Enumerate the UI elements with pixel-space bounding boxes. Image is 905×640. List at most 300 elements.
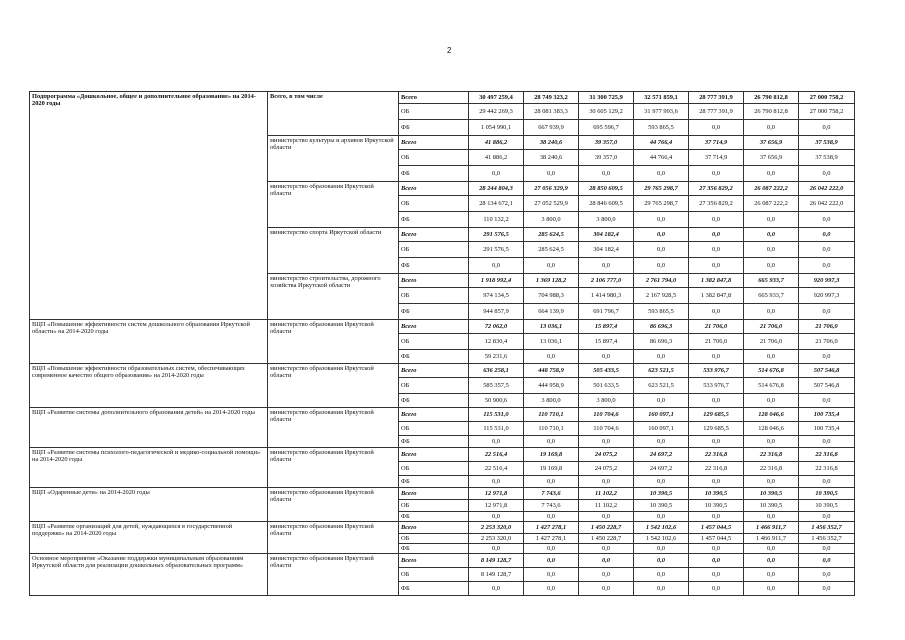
- table-row: [30, 488, 855, 500]
- amount-cell: 665 933,7: [744, 274, 799, 288]
- amount-cell: 0,0: [579, 554, 634, 568]
- amount-cell: 501 633,5: [579, 378, 634, 394]
- amount-cell: 0,0: [634, 476, 689, 488]
- amount-cell: 0,0: [799, 544, 855, 554]
- amount-cell: 1 382 847,8: [689, 288, 744, 304]
- amount-cell: 115 531,0: [469, 422, 524, 436]
- amount-cell: 3 800,0: [579, 212, 634, 228]
- amount-cell: 10 390,5: [799, 500, 855, 512]
- amount-cell: 304 182,4: [579, 228, 634, 242]
- amount-cell: 29 442 269,3: [469, 104, 524, 120]
- amount-cell: 21 706,0: [799, 320, 855, 334]
- amount-cell: 110 710,1: [524, 422, 579, 436]
- amount-cell: 0,0: [524, 582, 579, 596]
- funding-source: Всего: [399, 228, 469, 242]
- amount-cell: 665 933,7: [744, 288, 799, 304]
- table-row: [30, 554, 855, 568]
- amount-cell: 24 075,2: [579, 448, 634, 462]
- amount-cell: 26 042 222,0: [799, 182, 855, 196]
- program-name: ВЦП «Одаренные дети» на 2014-2020 годы: [30, 488, 268, 522]
- amount-cell: 13 036,1: [524, 334, 579, 350]
- amount-cell: 13 036,1: [524, 320, 579, 334]
- amount-cell: 0,0: [689, 350, 744, 364]
- executor-name: министерство образования Иркутской области: [268, 408, 399, 448]
- amount-cell: 110 704,6: [579, 422, 634, 436]
- amount-cell: 0,0: [689, 582, 744, 596]
- amount-cell: 1 542 102,6: [634, 534, 689, 544]
- amount-cell: 0,0: [799, 394, 855, 408]
- funding-source: ОБ: [399, 196, 469, 212]
- amount-cell: 2 253 320,0: [469, 534, 524, 544]
- amount-cell: 28 777 391,9: [689, 92, 744, 104]
- amount-cell: 667 939,9: [524, 120, 579, 136]
- amount-cell: 1 466 911,7: [744, 534, 799, 544]
- amount-cell: 22 316,8: [744, 448, 799, 462]
- amount-cell: 1 457 044,5: [689, 534, 744, 544]
- amount-cell: 0,0: [524, 166, 579, 182]
- amount-cell: 0,0: [689, 394, 744, 408]
- amount-cell: 32 571 859,1: [634, 92, 689, 104]
- executor-name: министерство образования Иркутской области: [268, 182, 399, 228]
- amount-cell: 533 976,7: [689, 364, 744, 378]
- amount-cell: 3 800,0: [524, 394, 579, 408]
- amount-cell: 304 182,4: [579, 242, 634, 258]
- amount-cell: 10 390,5: [689, 500, 744, 512]
- amount-cell: 1 414 980,3: [579, 288, 634, 304]
- amount-cell: 22 316,8: [744, 462, 799, 476]
- amount-cell: 38 240,6: [524, 136, 579, 150]
- amount-cell: 1 918 992,4: [469, 274, 524, 288]
- amount-cell: 12 971,8: [469, 500, 524, 512]
- amount-cell: 1 450 228,7: [579, 522, 634, 534]
- amount-cell: 22 316,8: [799, 462, 855, 476]
- amount-cell: 28 244 804,3: [469, 182, 524, 196]
- amount-cell: 0,0: [689, 242, 744, 258]
- amount-cell: 37 714,9: [689, 150, 744, 166]
- amount-cell: 0,0: [524, 544, 579, 554]
- amount-cell: 21 706,0: [689, 334, 744, 350]
- amount-cell: 0,0: [634, 568, 689, 582]
- amount-cell: 0,0: [634, 242, 689, 258]
- amount-cell: 3 800,0: [524, 212, 579, 228]
- amount-cell: 444 958,9: [524, 378, 579, 394]
- amount-cell: 285 624,5: [524, 242, 579, 258]
- funding-source: ФБ: [399, 258, 469, 274]
- amount-cell: 664 139,9: [524, 304, 579, 320]
- amount-cell: 704 988,3: [524, 288, 579, 304]
- funding-source: ОБ: [399, 378, 469, 394]
- executor-name: министерство образования Иркутской области: [268, 522, 399, 554]
- amount-cell: 19 169,8: [524, 448, 579, 462]
- amount-cell: 110 710,1: [524, 408, 579, 422]
- amount-cell: 291 576,5: [469, 242, 524, 258]
- amount-cell: 0,0: [524, 568, 579, 582]
- amount-cell: 0,0: [579, 544, 634, 554]
- table-row: [30, 408, 855, 422]
- amount-cell: 39 357,0: [579, 136, 634, 150]
- table-row: [30, 364, 855, 378]
- amount-cell: 15 897,4: [579, 334, 634, 350]
- amount-cell: 0,0: [744, 166, 799, 182]
- amount-cell: 1 457 044,5: [689, 522, 744, 534]
- funding-source: Всего: [399, 274, 469, 288]
- amount-cell: 448 758,9: [524, 364, 579, 378]
- amount-cell: 0,0: [524, 258, 579, 274]
- program-name: ВЦП «Повышение эффективности образовательных систем, обеспечивающих современное качество общего образования» на 2014-2020 годы: [30, 364, 268, 408]
- amount-cell: 110 132,2: [469, 212, 524, 228]
- amount-cell: 129 685,5: [689, 408, 744, 422]
- amount-cell: 0,0: [744, 212, 799, 228]
- funding-source: ФБ: [399, 166, 469, 182]
- executor-name: министерство образования Иркутской области: [268, 364, 399, 408]
- amount-cell: 0,0: [799, 242, 855, 258]
- amount-cell: 585 357,5: [469, 378, 524, 394]
- funding-source: Всего: [399, 136, 469, 150]
- amount-cell: 0,0: [744, 476, 799, 488]
- executor-name: министерство образования Иркутской области: [268, 554, 399, 596]
- amount-cell: 1 456 352,7: [799, 534, 855, 544]
- amount-cell: 37 538,9: [799, 136, 855, 150]
- funding-source: ОБ: [399, 422, 469, 436]
- amount-cell: 0,0: [579, 568, 634, 582]
- amount-cell: 285 624,5: [524, 228, 579, 242]
- amount-cell: 0,0: [744, 568, 799, 582]
- amount-cell: 0,0: [469, 476, 524, 488]
- amount-cell: 115 531,0: [469, 408, 524, 422]
- amount-cell: 0,0: [689, 568, 744, 582]
- amount-cell: 21 706,0: [744, 320, 799, 334]
- amount-cell: 1 382 847,8: [689, 274, 744, 288]
- amount-cell: 593 865,5: [634, 120, 689, 136]
- amount-cell: 0,0: [744, 350, 799, 364]
- executor-name: министерство культуры и архивов Иркутской области: [268, 136, 399, 182]
- amount-cell: 31 977 993,6: [634, 104, 689, 120]
- amount-cell: 0,0: [689, 304, 744, 320]
- amount-cell: 0,0: [634, 258, 689, 274]
- amount-cell: 0,0: [469, 436, 524, 448]
- amount-cell: 291 576,5: [469, 228, 524, 242]
- amount-cell: 507 546,8: [799, 364, 855, 378]
- funding-source: ФБ: [399, 212, 469, 228]
- executor-name: министерство образования Иркутской области: [268, 488, 399, 522]
- amount-cell: 0,0: [634, 212, 689, 228]
- amount-cell: 0,0: [469, 258, 524, 274]
- amount-cell: 19 169,8: [524, 462, 579, 476]
- amount-cell: 8 149 128,7: [469, 554, 524, 568]
- amount-cell: 0,0: [634, 544, 689, 554]
- amount-cell: 37 538,9: [799, 150, 855, 166]
- amount-cell: 0,0: [744, 554, 799, 568]
- funding-source: Всего: [399, 488, 469, 500]
- amount-cell: 28 081 383,3: [524, 104, 579, 120]
- amount-cell: 0,0: [579, 476, 634, 488]
- amount-cell: 593 865,5: [634, 304, 689, 320]
- amount-cell: 12 971,8: [469, 488, 524, 500]
- program-name: ВЦП «Развитие системы дополнительного образования детей» на 2014-2020 годы: [30, 408, 268, 448]
- amount-cell: 0,0: [634, 394, 689, 408]
- amount-cell: 533 976,7: [689, 378, 744, 394]
- funding-source: Всего: [399, 554, 469, 568]
- amount-cell: 0,0: [579, 512, 634, 522]
- amount-cell: 160 097,1: [634, 408, 689, 422]
- amount-cell: 8 149 128,7: [469, 568, 524, 582]
- amount-cell: 26 790 812,8: [744, 92, 799, 104]
- amount-cell: 514 676,8: [744, 378, 799, 394]
- funding-source: Всего: [399, 408, 469, 422]
- amount-cell: 0,0: [469, 582, 524, 596]
- amount-cell: 514 676,8: [744, 364, 799, 378]
- amount-cell: 0,0: [469, 166, 524, 182]
- amount-cell: 11 102,2: [579, 488, 634, 500]
- amount-cell: 920 997,3: [799, 288, 855, 304]
- funding-source: Всего: [399, 522, 469, 534]
- amount-cell: 41 886,2: [469, 136, 524, 150]
- amount-cell: 27 000 758,2: [799, 92, 855, 104]
- amount-cell: 0,0: [799, 212, 855, 228]
- amount-cell: 1 466 911,7: [744, 522, 799, 534]
- amount-cell: 24 697,2: [634, 448, 689, 462]
- funding-source: ФБ: [399, 582, 469, 596]
- amount-cell: 0,0: [634, 350, 689, 364]
- amount-cell: 27 356 829,2: [689, 182, 744, 196]
- funding-source: ОБ: [399, 534, 469, 544]
- amount-cell: 0,0: [744, 304, 799, 320]
- amount-cell: 41 886,2: [469, 150, 524, 166]
- amount-cell: 128 046,6: [744, 422, 799, 436]
- amount-cell: 0,0: [799, 166, 855, 182]
- funding-source: ОБ: [399, 288, 469, 304]
- amount-cell: 30 497 259,4: [469, 92, 524, 104]
- page-number: 2: [447, 46, 452, 55]
- amount-cell: 1 456 352,7: [799, 522, 855, 534]
- amount-cell: 0,0: [634, 554, 689, 568]
- funding-source: ОБ: [399, 500, 469, 512]
- amount-cell: 37 656,9: [744, 150, 799, 166]
- amount-cell: 11 102,2: [579, 500, 634, 512]
- funding-source: ФБ: [399, 512, 469, 522]
- amount-cell: 0,0: [634, 436, 689, 448]
- amount-cell: 128 046,6: [744, 408, 799, 422]
- amount-cell: 0,0: [744, 120, 799, 136]
- amount-cell: 129 685,5: [689, 422, 744, 436]
- amount-cell: 0,0: [689, 258, 744, 274]
- amount-cell: 0,0: [579, 582, 634, 596]
- amount-cell: 0,0: [799, 568, 855, 582]
- executor-name: Всего, в том числе: [268, 92, 399, 136]
- amount-cell: 22 516,4: [469, 462, 524, 476]
- funding-source: ФБ: [399, 476, 469, 488]
- funding-source: ОБ: [399, 334, 469, 350]
- amount-cell: 1 369 128,2: [524, 274, 579, 288]
- amount-cell: 100 735,4: [799, 422, 855, 436]
- amount-cell: 0,0: [744, 242, 799, 258]
- amount-cell: 0,0: [689, 476, 744, 488]
- executor-name: министерство образования Иркутской области: [268, 320, 399, 364]
- funding-source: ОБ: [399, 462, 469, 476]
- amount-cell: 944 857,9: [469, 304, 524, 320]
- amount-cell: 21 706,0: [799, 334, 855, 350]
- amount-cell: 0,0: [799, 554, 855, 568]
- amount-cell: 0,0: [634, 228, 689, 242]
- amount-cell: 26 087 222,2: [744, 182, 799, 196]
- amount-cell: 0,0: [799, 258, 855, 274]
- table-row: [30, 448, 855, 462]
- amount-cell: 38 240,6: [524, 150, 579, 166]
- amount-cell: 0,0: [799, 436, 855, 448]
- amount-cell: 623 521,5: [634, 378, 689, 394]
- amount-cell: 0,0: [689, 554, 744, 568]
- amount-cell: 39 357,0: [579, 150, 634, 166]
- amount-cell: 24 075,2: [579, 462, 634, 476]
- amount-cell: 0,0: [524, 512, 579, 522]
- funding-source: Всего: [399, 182, 469, 196]
- program-name: Основное мероприятие «Оказание поддержки муниципальным образованиям Иркутской области для реализации дошкольных образовательных программ»: [30, 554, 268, 596]
- amount-cell: 31 300 725,9: [579, 92, 634, 104]
- amount-cell: 0,0: [524, 476, 579, 488]
- amount-cell: 28 749 323,2: [524, 92, 579, 104]
- funding-source: ОБ: [399, 104, 469, 120]
- amount-cell: 21 706,0: [689, 320, 744, 334]
- amount-cell: 10 390,5: [634, 500, 689, 512]
- amount-cell: 24 697,2: [634, 462, 689, 476]
- amount-cell: 0,0: [799, 304, 855, 320]
- amount-cell: 0,0: [799, 120, 855, 136]
- executor-name: министерство строительства, дорожного хозяйства Иркутской области: [268, 274, 399, 320]
- funding-source: ФБ: [399, 350, 469, 364]
- amount-cell: 0,0: [469, 512, 524, 522]
- funding-source: ФБ: [399, 544, 469, 554]
- amount-cell: 30 605 129,2: [579, 104, 634, 120]
- amount-cell: 0,0: [744, 582, 799, 596]
- amount-cell: 0,0: [689, 166, 744, 182]
- amount-cell: 505 433,5: [579, 364, 634, 378]
- funding-source: ФБ: [399, 304, 469, 320]
- amount-cell: 0,0: [524, 350, 579, 364]
- amount-cell: 86 696,3: [634, 334, 689, 350]
- amount-cell: 22 316,8: [799, 448, 855, 462]
- amount-cell: 37 714,9: [689, 136, 744, 150]
- amount-cell: 27 052 529,9: [524, 196, 579, 212]
- amount-cell: 1 427 278,1: [524, 522, 579, 534]
- amount-cell: 0,0: [744, 394, 799, 408]
- amount-cell: 0,0: [579, 350, 634, 364]
- amount-cell: 10 390,5: [744, 488, 799, 500]
- amount-cell: 29 765 298,7: [634, 182, 689, 196]
- amount-cell: 0,0: [524, 436, 579, 448]
- amount-cell: 0,0: [689, 512, 744, 522]
- amount-cell: 2 761 794,0: [634, 274, 689, 288]
- amount-cell: 2 106 777,0: [579, 274, 634, 288]
- amount-cell: 0,0: [689, 436, 744, 448]
- amount-cell: 7 743,6: [524, 488, 579, 500]
- amount-cell: 15 897,4: [579, 320, 634, 334]
- amount-cell: 2 167 928,5: [634, 288, 689, 304]
- funding-source: ФБ: [399, 120, 469, 136]
- amount-cell: 507 546,8: [799, 378, 855, 394]
- amount-cell: 21 706,0: [744, 334, 799, 350]
- amount-cell: 636 258,1: [469, 364, 524, 378]
- funding-source: ОБ: [399, 242, 469, 258]
- amount-cell: 26 042 222,0: [799, 196, 855, 212]
- amount-cell: 691 796,7: [579, 304, 634, 320]
- table-row: [30, 320, 855, 334]
- amount-cell: 44 766,4: [634, 136, 689, 150]
- amount-cell: 1 427 278,1: [524, 534, 579, 544]
- amount-cell: 1 450 228,7: [579, 534, 634, 544]
- amount-cell: 0,0: [744, 258, 799, 274]
- amount-cell: 22 316,8: [689, 462, 744, 476]
- amount-cell: 695 596,7: [579, 120, 634, 136]
- amount-cell: 28 134 672,1: [469, 196, 524, 212]
- amount-cell: 28 850 609,5: [579, 182, 634, 196]
- amount-cell: 160 097,1: [634, 422, 689, 436]
- program-name: Подпрограмма «Дошкольное, общее и дополнительное образование» на 2014-2020 годы: [30, 92, 268, 320]
- amount-cell: 27 356 829,2: [689, 196, 744, 212]
- amount-cell: 623 521,5: [634, 364, 689, 378]
- amount-cell: 22 316,8: [689, 448, 744, 462]
- funding-source: Всего: [399, 92, 469, 104]
- amount-cell: 1 542 102,6: [634, 522, 689, 534]
- amount-cell: 12 830,4: [469, 334, 524, 350]
- amount-cell: 920 997,3: [799, 274, 855, 288]
- executor-name: министерство спорта Иркутской области: [268, 228, 399, 274]
- amount-cell: 50 900,6: [469, 394, 524, 408]
- amount-cell: 7 743,6: [524, 500, 579, 512]
- amount-cell: 3 800,0: [579, 394, 634, 408]
- amount-cell: 0,0: [799, 476, 855, 488]
- funding-source: ОБ: [399, 568, 469, 582]
- funding-source: ФБ: [399, 436, 469, 448]
- amount-cell: 0,0: [799, 582, 855, 596]
- amount-cell: 28 846 609,5: [579, 196, 634, 212]
- amount-cell: 0,0: [579, 436, 634, 448]
- amount-cell: 29 765 298,7: [634, 196, 689, 212]
- amount-cell: 1 054 990,1: [469, 120, 524, 136]
- amount-cell: 2 253 320,0: [469, 522, 524, 534]
- amount-cell: 10 390,5: [744, 500, 799, 512]
- amount-cell: 0,0: [799, 512, 855, 522]
- amount-cell: 0,0: [524, 554, 579, 568]
- amount-cell: 0,0: [579, 258, 634, 274]
- amount-cell: 10 390,5: [689, 488, 744, 500]
- program-name: ВЦП «Развитие организаций для детей, нуждающихся в государственной поддержке» на 2014-2020 годы: [30, 522, 268, 554]
- amount-cell: 0,0: [634, 582, 689, 596]
- amount-cell: 0,0: [799, 350, 855, 364]
- amount-cell: 0,0: [799, 228, 855, 242]
- executor-name: министерство образования Иркутской области: [268, 448, 399, 488]
- amount-cell: 0,0: [689, 120, 744, 136]
- program-name: ВЦП «Развитие системы психолого-педагогической и медико-социальной помощи» на 2014-2020 годы: [30, 448, 268, 488]
- amount-cell: 26 087 222,2: [744, 196, 799, 212]
- amount-cell: 0,0: [689, 544, 744, 554]
- amount-cell: 44 766,4: [634, 150, 689, 166]
- amount-cell: 0,0: [634, 166, 689, 182]
- amount-cell: 0,0: [689, 228, 744, 242]
- budget-table: [29, 91, 855, 596]
- table-row: [30, 522, 855, 534]
- amount-cell: 974 134,5: [469, 288, 524, 304]
- funding-source: Всего: [399, 448, 469, 462]
- amount-cell: 0,0: [744, 228, 799, 242]
- amount-cell: 10 390,5: [634, 488, 689, 500]
- program-name: ВЦП «Повышение эффективности систем дошкольного образования Иркутской области» на 2014-2020 годы: [30, 320, 268, 364]
- amount-cell: 0,0: [469, 544, 524, 554]
- amount-cell: 0,0: [744, 436, 799, 448]
- amount-cell: 22 516,4: [469, 448, 524, 462]
- funding-source: Всего: [399, 320, 469, 334]
- amount-cell: 0,0: [634, 512, 689, 522]
- amount-cell: 0,0: [744, 512, 799, 522]
